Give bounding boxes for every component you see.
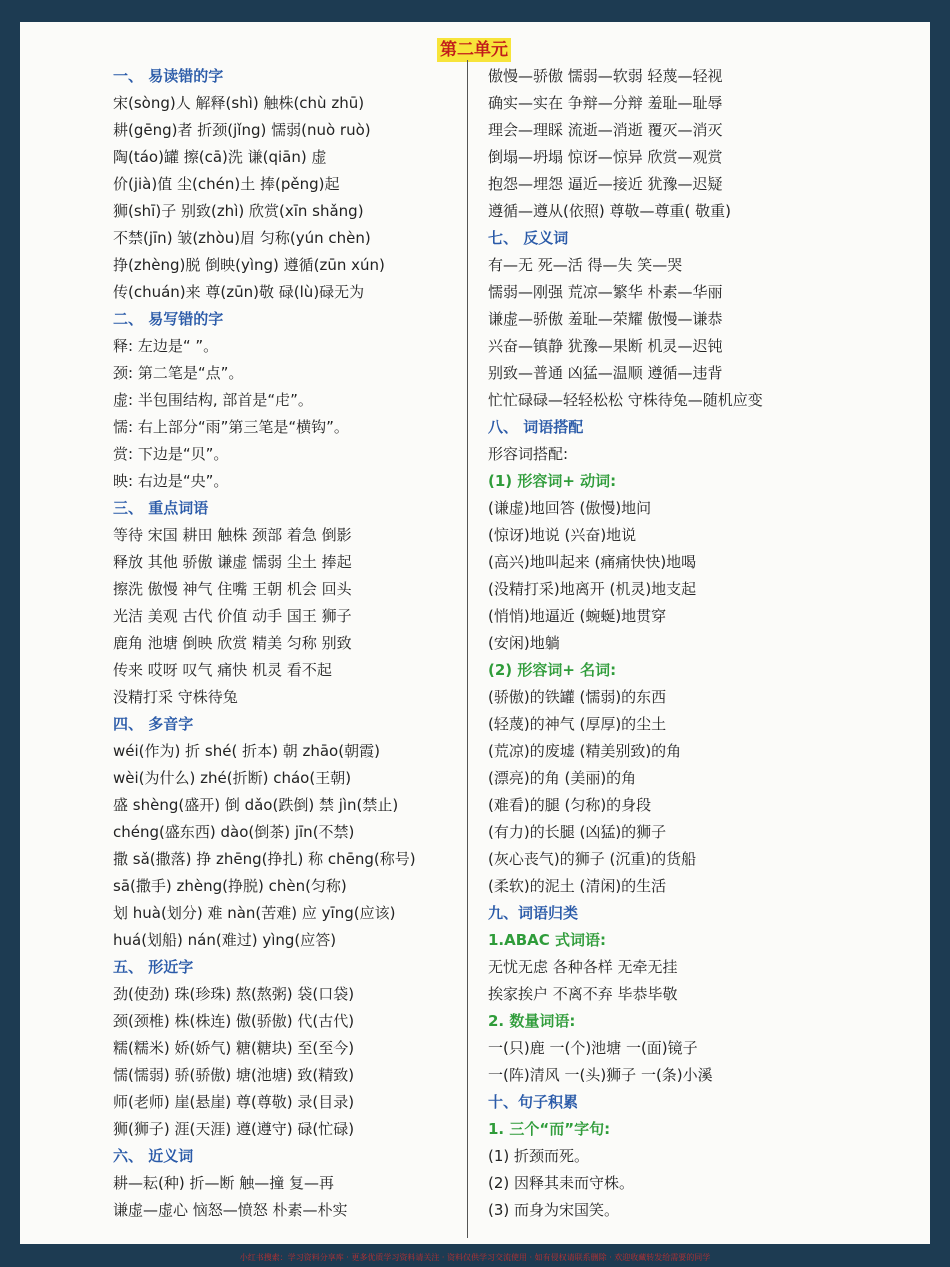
subsection-heading: 2. 数量词语: (488, 1012, 576, 1030)
section-heading: 五、 形近字 (113, 958, 194, 976)
section-heading: 九、词语归类 (488, 904, 579, 922)
text-line: 抱怨—埋怨 逼近—接近 犹豫—迟疑 (488, 175, 723, 193)
text-line: wéi(作为) 折 shé( 折本) 朝 zhāo(朝霞) (113, 742, 380, 760)
text-line: 虚: 半包围结构, 部首是“虍”。 (113, 391, 313, 409)
text-line: 赏: 下边是“贝”。 (113, 445, 229, 463)
text-line: (高兴)地叫起来 (痛痛快快)地喝 (488, 553, 697, 571)
text-line: 颈(颈椎) 株(株连) 傲(骄傲) 代(古代) (113, 1012, 355, 1030)
text-line: 释放 其他 骄傲 谦虚 懦弱 尘土 捧起 (113, 553, 352, 571)
text-line: wèi(为什么) zhé(折断) cháo(王朝) (113, 769, 352, 787)
text-line: (悄悄)地逼近 (蜿蜒)地贯穿 (488, 607, 667, 625)
subsection-heading: 1.ABAC 式词语: (488, 931, 607, 949)
section-heading: 七、 反义词 (488, 229, 569, 247)
text-line: (谦虚)地回答 (傲慢)地问 (488, 499, 652, 517)
text-line: 懦弱—刚强 荒凉—繁华 朴素—华丽 (488, 283, 723, 301)
text-line: chéng(盛东西) dào(倒茶) jīn(不禁) (113, 823, 355, 841)
text-line: (惊讶)地说 (兴奋)地说 (488, 526, 637, 544)
subsection-heading: 1. 三个“而”字句: (488, 1120, 611, 1138)
text-line: 不禁(jīn) 皱(zhòu)眉 匀称(yún chèn) (113, 229, 371, 247)
text-line: (灰心丧气)的狮子 (沉重)的货船 (488, 850, 697, 868)
text-line: 别致—普通 凶猛—温顺 遵循—违背 (488, 364, 723, 382)
text-line: 一(只)鹿 一(个)池塘 一(面)镜子 (488, 1039, 698, 1057)
text-line: 擦洗 傲慢 神气 住嘴 王朝 机会 回头 (113, 580, 352, 598)
text-line: 无忧无虑 各种各样 无牵无挂 (488, 958, 678, 976)
watermark-footer: 小红书搜索：学习资料分享库 · 更多优质学习资料请关注 · 资料仅供学习交流使用 · 如有侵权请联系删除 · 欢迎收藏转发给需要的同学 (239, 1253, 711, 1262)
text-line: 谦虚—骄傲 羞耻—荣耀 傲慢—谦恭 (488, 310, 723, 328)
text-line: (柔软)的泥土 (清闲)的生活 (488, 877, 667, 895)
text-line: 耕—耘(种) 折—断 触—撞 复—再 (113, 1174, 335, 1192)
text-line: 倒塌—坍塌 惊讶—惊异 欣赏—观赏 (488, 148, 723, 166)
section-heading: 二、 易写错的字 (113, 310, 224, 328)
text-line: 价(jià)值 尘(chén)土 捧(pěng)起 (113, 175, 340, 193)
section-heading: 十、句子积累 (488, 1093, 579, 1111)
text-line: 光洁 美观 古代 价值 动手 国王 狮子 (113, 607, 352, 625)
text-line: 一(阵)清风 一(头)狮子 一(条)小溪 (488, 1066, 713, 1084)
section-heading: 四、 多音字 (113, 715, 194, 733)
unit-title: 第二单元 (437, 38, 511, 62)
text-line: 挣(zhèng)脱 倒映(yìng) 遵循(zūn xún) (113, 256, 385, 274)
text-line: 没精打采 守株待兔 (113, 688, 238, 706)
text-line: 耕(gēng)者 折颈(jǐng) 懦弱(nuò ruò) (113, 121, 371, 139)
section-heading: 八、 词语搭配 (488, 418, 584, 436)
text-line: 陶(táo)罐 擦(cā)洗 谦(qiān) 虚 (113, 148, 327, 166)
text-line: 狮(shī)子 别致(zhì) 欣赏(xīn shǎng) (113, 202, 364, 220)
text-line: 谦虚—虚心 恼怒—愤怒 朴素—朴实 (113, 1201, 348, 1219)
text-line: 狮(狮子) 涯(天涯) 遵(遵守) 碌(忙碌) (113, 1120, 355, 1138)
subsection-heading: (1) 形容词+ 动词: (488, 472, 617, 490)
text-line: huá(划船) nán(难过) yìng(应答) (113, 931, 337, 949)
text-line: 有—无 死—活 得—失 笑—哭 (488, 256, 683, 274)
text-line: (荒凉)的废墟 (精美别致)的角 (488, 742, 682, 760)
text-line: 懦(懦弱) 骄(骄傲) 塘(池塘) 致(精致) (113, 1066, 355, 1084)
text-line: 等待 宋国 耕田 触株 颈部 着急 倒影 (113, 526, 352, 544)
text-line: (2) 因释其耒而守株。 (488, 1174, 635, 1192)
text-line: 傲慢—骄傲 懦弱—软弱 轻蔑—轻视 (488, 67, 723, 85)
subsection-heading: (2) 形容词+ 名词: (488, 661, 617, 679)
text-line: (安闲)地躺 (488, 634, 560, 652)
text-line: 劲(使劲) 珠(珍珠) 熬(熬粥) 袋(口袋) (113, 985, 355, 1003)
column-divider (467, 60, 468, 1238)
text-line: 懦: 右上部分“雨”第三笔是“横钩”。 (113, 418, 349, 436)
right-column (488, 63, 918, 1224)
text-line: 糯(糯米) 娇(娇气) 糖(糖块) 至(至今) (113, 1039, 355, 1057)
text-line: (1) 折颈而死。 (488, 1147, 590, 1165)
text-line: 传(chuán)来 尊(zūn)敬 碌(lù)碌无为 (113, 283, 365, 301)
section-heading: 三、 重点词语 (113, 499, 209, 517)
text-line: 划 huà(划分) 难 nàn(苦难) 应 yīng(应该) (113, 904, 396, 922)
text-line: 挨家挨户 不离不弃 毕恭毕敬 (488, 985, 678, 1003)
text-line: (轻蔑)的神气 (厚厚)的尘土 (488, 715, 667, 733)
text-line: 确实—实在 争辩—分辩 羞耻—耻辱 (488, 94, 723, 112)
section-heading: 一、 易读错的字 (113, 67, 224, 85)
text-line: (有力)的长腿 (凶猛)的狮子 (488, 823, 667, 841)
text-line: 释: 左边是“ ”。 (113, 337, 219, 355)
text-line: 忙忙碌碌—轻轻松松 守株待兔—随机应变 (488, 391, 763, 409)
text-line: (骄傲)的铁罐 (懦弱)的东西 (488, 688, 667, 706)
text-line: 宋(sòng)人 解释(shì) 触株(chù zhū) (113, 94, 365, 112)
text-line: 颈: 第二笔是“点”。 (113, 364, 244, 382)
text-line: 盛 shèng(盛开) 倒 dǎo(跌倒) 禁 jìn(禁止) (113, 796, 399, 814)
section-heading: 六、 近义词 (113, 1147, 194, 1165)
text-line: (难看)的腿 (匀称)的身段 (488, 796, 652, 814)
text-line: 映: 右边是“央”。 (113, 472, 229, 490)
text-line: 兴奋—镇静 犹豫—果断 机灵—迟钝 (488, 337, 723, 355)
text-line: 传来 哎呀 叹气 痛快 机灵 看不起 (113, 661, 332, 679)
text-line: (没精打采)地离开 (机灵)地支起 (488, 580, 697, 598)
text-line: sā(撒手) zhèng(挣脱) chèn(匀称) (113, 877, 347, 895)
text-line: (3) 而身为宋国笑。 (488, 1201, 620, 1219)
left-column (113, 63, 463, 1224)
text-line: 鹿角 池塘 倒映 欣赏 精美 匀称 别致 (113, 634, 352, 652)
text-line: 师(老师) 崖(悬崖) 尊(尊敬) 录(目录) (113, 1093, 355, 1111)
text-line: 撒 sǎ(撒落) 挣 zhēng(挣扎) 称 chēng(称号) (113, 850, 416, 868)
text-line: 形容词搭配: (488, 445, 569, 463)
text-line: (漂亮)的角 (美丽)的角 (488, 769, 637, 787)
text-line: 理会—理睬 流逝—消逝 覆灭—消灭 (488, 121, 723, 139)
text-line: 遵循—遵从(依照) 尊敬—尊重( 敬重) (488, 202, 731, 220)
